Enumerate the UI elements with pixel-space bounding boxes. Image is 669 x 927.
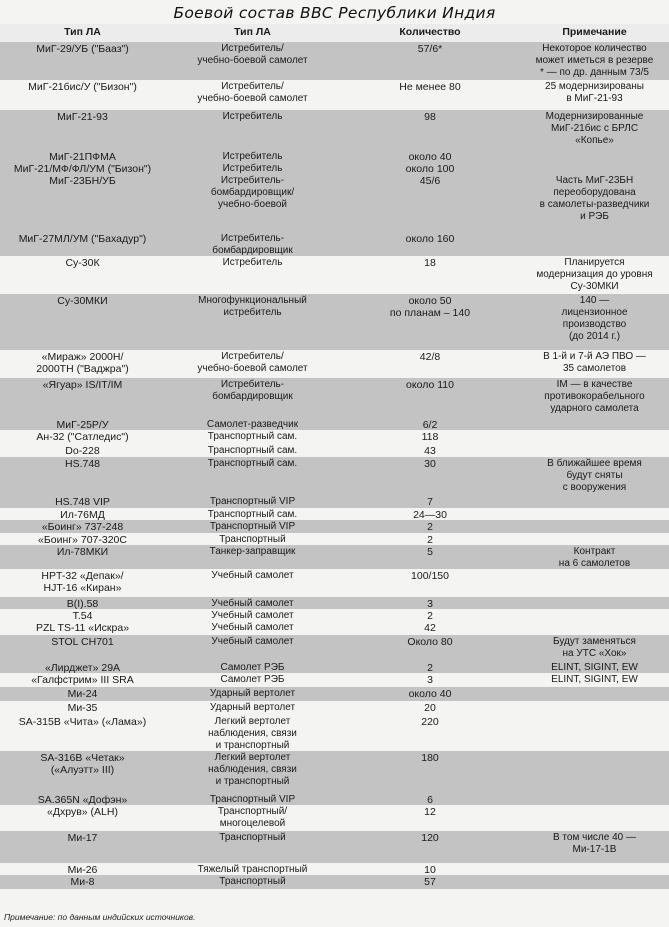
cell-type: Истребитель- бомбардировщик/ учебно-боевой — [210, 175, 295, 210]
cell-aircraft: HS.748 — [64, 458, 101, 470]
table-row — [0, 430, 669, 444]
cell-aircraft: PZL TS-11 «Искра» — [35, 622, 130, 634]
cell-type: Транспортный/ многоцелевой — [217, 806, 288, 829]
cell-type: Самолет РЭБ — [220, 674, 285, 685]
cell-note: IM — в качестве противокорабельного ударного самолета — [544, 379, 645, 414]
table-row — [0, 378, 669, 418]
cell-aircraft: Ми-35 — [67, 702, 98, 714]
cell-note: ELINT, SIGINT, EW — [551, 662, 638, 673]
table-row — [0, 256, 669, 294]
cell-note: Часть МиГ-23БН переоборудована в самолеты-разведчики и РЭБ — [539, 175, 650, 222]
table-row — [0, 508, 669, 520]
table-row — [0, 110, 669, 150]
cell-type: Транспортный сам. — [207, 445, 298, 456]
cell-quantity: 43 — [424, 445, 436, 457]
cell-aircraft: МиГ-27МЛ/УМ ("Бахадур") — [18, 233, 147, 245]
cell-aircraft: «Боинг» 707-320С — [38, 534, 127, 545]
cell-type: Транспортный сам. — [207, 509, 298, 520]
table-row — [0, 609, 669, 621]
table-header — [0, 24, 669, 42]
cell-type: Транспортный — [219, 832, 286, 843]
cell-quantity: Около 80 — [407, 636, 453, 648]
cell-type: Истребитель/ учебно-боевой самолет — [197, 43, 308, 66]
cell-aircraft: МиГ-21-93 — [57, 111, 108, 123]
table-row — [0, 831, 669, 863]
cell-type: Самолет РЭБ — [220, 662, 285, 673]
cell-aircraft: SA.365N «Дофэн» — [37, 794, 128, 805]
cell-quantity: 2 — [427, 662, 433, 673]
cell-quantity: 2 — [427, 610, 433, 621]
cell-quantity: 2 — [427, 521, 433, 533]
cell-type: Истребитель Истребитель — [222, 151, 283, 174]
cell-type: Самолет-разведчик — [206, 419, 299, 430]
cell-type: Истребитель/ учебно-боевой самолет — [197, 351, 308, 374]
table-row — [0, 232, 669, 256]
cell-aircraft: SA-315B «Чита» («Лама») — [18, 716, 147, 728]
cell-type: Ударный вертолет — [209, 702, 296, 713]
cell-aircraft: МиГ-21ПФМА МиГ-21/МФ/ФЛ/УМ ("Бизон") — [13, 151, 152, 174]
cell-note: Планируется модернизация до уровня Су-30МКИ — [536, 257, 653, 292]
cell-quantity: 57/6* — [417, 43, 443, 55]
cell-quantity: 6 — [427, 794, 433, 805]
cell-aircraft: Су-30МКИ — [57, 295, 108, 307]
cell-aircraft: Ми-24 — [67, 688, 98, 700]
table-row — [0, 418, 669, 430]
cell-aircraft: Ил-76МД — [60, 509, 105, 520]
cell-quantity: 42/8 — [419, 351, 441, 363]
cell-aircraft: Ан-32 ("Сатледис") — [36, 431, 129, 443]
cell-quantity: около 160 — [405, 233, 455, 245]
cell-quantity: 98 — [424, 111, 436, 123]
cell-note: ELINT, SIGINT, EW — [551, 674, 638, 685]
cell-type: Транспортный сам. — [207, 458, 298, 469]
cell-type: Истребитель- бомбардировщик — [212, 379, 293, 402]
header-type-2: Тип ЛА — [234, 26, 271, 38]
table-row — [0, 495, 669, 508]
header-type-1: Тип ЛА — [64, 26, 101, 38]
cell-quantity: 100/150 — [411, 570, 449, 582]
table-row — [0, 545, 669, 569]
table-row — [0, 80, 669, 110]
table-row — [0, 569, 669, 597]
cell-note: Будут заменяться на УТС «Хок» — [553, 636, 636, 659]
cell-type: Транспортный — [219, 534, 286, 545]
cell-quantity: 18 — [424, 257, 436, 269]
cell-quantity: 220 — [421, 716, 439, 728]
page-title: Боевой состав ВВС Республики Индия — [173, 4, 496, 22]
cell-quantity: 10 — [424, 864, 436, 875]
cell-type: Транспортный сам. — [207, 431, 298, 442]
cell-quantity: 2 — [427, 534, 433, 545]
cell-note: В том числе 40 — Ми-17-1В — [552, 832, 636, 855]
cell-type: Транспортный VIP — [209, 794, 296, 805]
cell-note: 140 — лицензионное производство (до 2014 г.) — [561, 295, 628, 342]
cell-quantity: 45/6 — [419, 175, 441, 187]
cell-type: Учебный самолет — [211, 610, 294, 621]
cell-aircraft: T.54 — [72, 610, 93, 621]
cell-type: Учебный самолет — [211, 622, 294, 633]
cell-type: Многофункциональный истребитель — [198, 295, 307, 318]
table-row — [0, 150, 669, 174]
cell-quantity: 118 — [421, 431, 439, 443]
cell-quantity: около 40 — [408, 688, 452, 700]
cell-quantity: 120 — [421, 832, 439, 844]
cell-type: Легкий вертолет наблюдения, связи и транспортный — [208, 752, 297, 787]
cell-note: Некоторое количество может иметься в резерве * — по др. данным 73/5 — [535, 43, 654, 78]
cell-aircraft: Ми-17 — [67, 832, 98, 844]
cell-aircraft: HPT-32 «Депак»/ HJT-16 «Киран» — [41, 570, 124, 594]
cell-aircraft: МиГ-29/УБ ("Бааз") — [36, 43, 129, 55]
cell-quantity: около 50 по планам – 140 — [389, 295, 471, 319]
cell-quantity: 12 — [424, 806, 436, 818]
table-row — [0, 673, 669, 687]
cell-quantity: 7 — [427, 496, 433, 508]
cell-quantity: 6/2 — [422, 419, 438, 430]
cell-aircraft: SA-316B «Четак» («Алуэтт» III) — [40, 752, 125, 776]
footnote: Примечание: по данным индийских источников. — [4, 912, 196, 922]
cell-aircraft: Ми-26 — [67, 864, 98, 875]
header-quantity: Количество — [399, 26, 461, 38]
cell-type: Ударный вертолет — [209, 688, 296, 699]
cell-type: Учебный самолет — [211, 598, 294, 609]
cell-aircraft: Do-228 — [65, 445, 100, 457]
cell-type: Истребитель- бомбардировщик — [212, 233, 293, 256]
cell-type: Учебный самолет — [211, 570, 294, 581]
table-row — [0, 661, 669, 673]
table-row — [0, 751, 669, 793]
cell-aircraft: Ми-8 — [70, 876, 95, 888]
cell-note: В ближайшее время будут сняты с вооружения — [547, 458, 642, 493]
cell-quantity: 3 — [427, 598, 433, 609]
cell-quantity: около 40 около 100 — [405, 151, 455, 174]
table-row — [0, 294, 669, 350]
cell-quantity: 180 — [421, 752, 439, 764]
table-row — [0, 701, 669, 715]
table-row — [0, 350, 669, 378]
cell-aircraft: «Ягуар» IS/IT/IM — [42, 379, 123, 391]
cell-quantity: 24—30 — [413, 509, 447, 520]
cell-type: Истребитель — [222, 111, 283, 122]
table-row — [0, 533, 669, 545]
cell-aircraft: «Лирджет» 29А — [44, 662, 121, 673]
table-row — [0, 863, 669, 875]
cell-type: Транспортный VIP — [209, 521, 296, 532]
cell-type: Тяжелый транспортный — [197, 864, 308, 875]
cell-aircraft: B(I).58 — [66, 598, 99, 609]
header-note: Примечание — [562, 26, 627, 38]
cell-aircraft: STOL CH701 — [51, 636, 114, 648]
table-row — [0, 635, 669, 661]
cell-aircraft: МиГ-25Р/У — [56, 419, 109, 430]
table-row — [0, 42, 669, 80]
cell-quantity: около 110 — [406, 379, 454, 391]
table-row — [0, 715, 669, 751]
table-row — [0, 875, 669, 889]
table-row — [0, 687, 669, 701]
cell-quantity: 57 — [424, 876, 436, 888]
cell-aircraft: «Галфстрим» III SRA — [31, 674, 134, 686]
cell-aircraft: «Дхрув» (ALH) — [47, 806, 118, 818]
cell-type: Легкий вертолет наблюдения, связи и транспортный — [208, 716, 297, 751]
cell-type: Истребитель — [222, 257, 283, 268]
cell-type: Танкер-заправщик — [209, 546, 296, 557]
cell-quantity: 5 — [427, 546, 433, 558]
table-row — [0, 174, 669, 232]
cell-aircraft: МиГ-21бис/У ("Бизон") — [28, 81, 137, 93]
cell-quantity: 3 — [427, 674, 433, 686]
table-row — [0, 793, 669, 805]
cell-aircraft: HS.748 VIP — [55, 496, 110, 508]
cell-type: Учебный самолет — [211, 636, 294, 647]
table-row — [0, 805, 669, 831]
cell-note: Модернизированные МиГ-21бис с БРЛС «Копье» — [545, 111, 644, 146]
table-row — [0, 457, 669, 495]
cell-aircraft: «Мираж» 2000Н/ 2000ТН ("Ваджра") — [36, 351, 129, 375]
cell-quantity: 42 — [424, 622, 436, 634]
table-row — [0, 597, 669, 609]
cell-type: Транспортный VIP — [209, 496, 296, 507]
cell-type: Транспортный — [219, 876, 286, 887]
cell-aircraft: «Боинг» 737-248 — [41, 521, 124, 533]
table-row — [0, 520, 669, 533]
table-row — [0, 444, 669, 457]
cell-aircraft: МиГ-23БН/УБ — [49, 175, 116, 187]
cell-quantity: Не менее 80 — [399, 81, 461, 93]
cell-quantity: 30 — [424, 458, 436, 470]
cell-aircraft: Ил-78МКИ — [56, 546, 109, 558]
cell-note: Контракт на 6 самолетов — [558, 546, 631, 569]
table-row — [0, 621, 669, 635]
cell-note: В 1-й и 7-й АЭ ПВО — 35 самолетов — [543, 351, 646, 374]
cell-aircraft: Су-30К — [65, 257, 100, 269]
cell-note: 25 модернизированы в МиГ-21-93 — [545, 81, 644, 104]
cell-type: Истребитель/ учебно-боевой самолет — [197, 81, 308, 104]
cell-quantity: 20 — [424, 702, 436, 714]
